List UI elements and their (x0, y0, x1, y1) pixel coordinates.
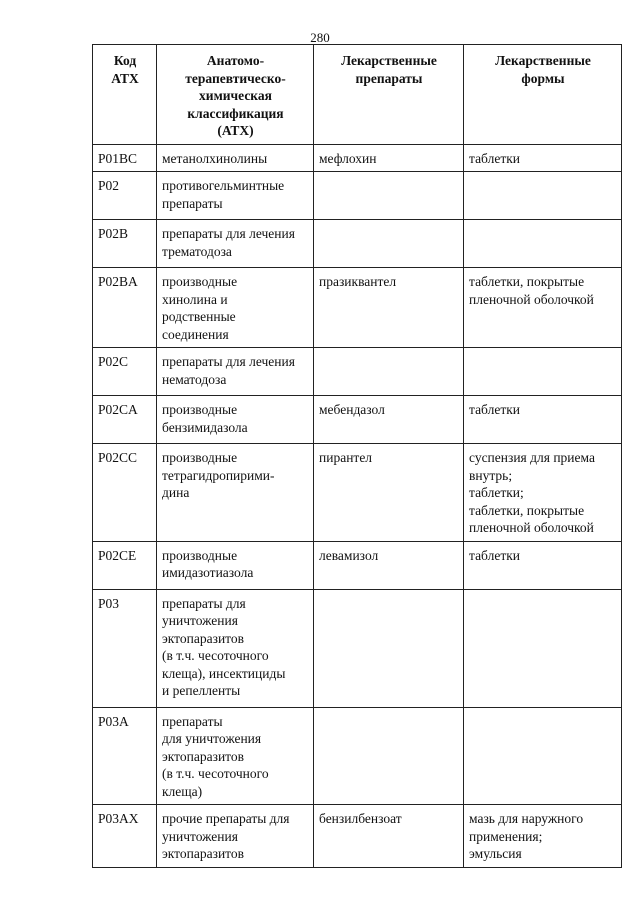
drug-cell (314, 707, 464, 805)
code-cell: P02 (93, 172, 157, 220)
header-classification: Анатомо- терапевтическо- химическая классификация (АТХ) (157, 45, 314, 145)
table-header-row (93, 45, 622, 145)
drug-cell: пирантел (314, 444, 464, 542)
form-cell (464, 220, 622, 268)
table-body (93, 144, 622, 867)
form-cell (464, 589, 622, 707)
code-cell: P01BC (93, 144, 157, 172)
classification-cell: метанолхинолины (157, 144, 314, 172)
form-cell: таблетки (464, 144, 622, 172)
table-row (93, 144, 622, 172)
table-row (93, 805, 622, 868)
header-code: Код ATX (93, 45, 157, 145)
table-row (93, 396, 622, 444)
table-row (93, 589, 622, 707)
table-row (93, 268, 622, 348)
classification-cell: препараты для уничтожения эктопаразитов (в т.ч. чесоточного клеща), инсектициды и репелленты (157, 589, 314, 707)
classification-cell: противогельминтные препараты (157, 172, 314, 220)
code-cell: P03 (93, 589, 157, 707)
table-row (93, 172, 622, 220)
classification-cell: производные бензимидазола (157, 396, 314, 444)
form-cell (464, 707, 622, 805)
drug-cell: мебендазол (314, 396, 464, 444)
classification-cell: препараты для лечения трематодоза (157, 220, 314, 268)
code-cell: P02B (93, 220, 157, 268)
code-cell: P02CE (93, 541, 157, 589)
drug-cell (314, 589, 464, 707)
form-cell: таблетки (464, 396, 622, 444)
atc-table (92, 44, 622, 868)
drug-cell: празиквантел (314, 268, 464, 348)
table-row (93, 348, 622, 396)
table-row (93, 541, 622, 589)
header-drugs: Лекарственные препараты (314, 45, 464, 145)
classification-cell: препараты для уничтожения эктопаразитов (в т.ч. чесоточного клеща) (157, 707, 314, 805)
form-cell: таблетки (464, 541, 622, 589)
classification-cell: производные хинолина и родственные соединения (157, 268, 314, 348)
form-cell (464, 172, 622, 220)
page-number: 280 (310, 30, 330, 45)
code-cell: P02CC (93, 444, 157, 542)
form-cell: таблетки, покрытые пленочной оболочкой (464, 268, 622, 348)
drug-cell (314, 348, 464, 396)
code-cell: P03AX (93, 805, 157, 868)
table-row (93, 444, 622, 542)
form-cell: мазь для наружного применения; эмульсия (464, 805, 622, 868)
header-forms: Лекарственные формы (464, 45, 622, 145)
code-cell: P02BA (93, 268, 157, 348)
classification-cell: препараты для лечения нематодоза (157, 348, 314, 396)
code-cell: P03A (93, 707, 157, 805)
drug-cell: мефлохин (314, 144, 464, 172)
code-cell: P02C (93, 348, 157, 396)
classification-cell: производные тетрагидропирими- дина (157, 444, 314, 542)
table-row (93, 220, 622, 268)
classification-cell: производные имидазотиазола (157, 541, 314, 589)
table-row (93, 707, 622, 805)
classification-cell: прочие препараты для уничтожения эктопаразитов (157, 805, 314, 868)
drug-cell (314, 172, 464, 220)
form-cell (464, 348, 622, 396)
code-cell: P02CA (93, 396, 157, 444)
drug-cell: левамизол (314, 541, 464, 589)
drug-cell (314, 220, 464, 268)
form-cell: суспензия для приема внутрь; таблетки; таблетки, покрытые пленочной оболочкой (464, 444, 622, 542)
drug-cell: бензилбензоат (314, 805, 464, 868)
